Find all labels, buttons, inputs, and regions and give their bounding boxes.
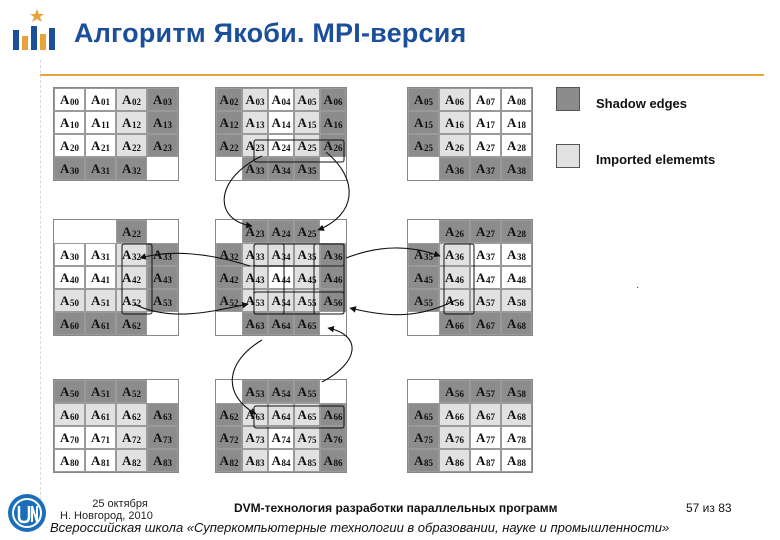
matrix-element: A 60 [54,312,85,335]
matrix-element: A 38 [501,243,532,266]
footer-date: 25 октября [92,498,148,510]
matrix-element: A 67 [470,403,501,426]
empty-cell [408,380,439,403]
imported-legend-label: Imported elememts [596,152,716,167]
matrix-element: A 62 [216,403,242,426]
empty-cell [320,220,346,243]
matrix-element: A 81 [85,449,116,472]
empty-cell [216,312,242,335]
matrix-element: A 36 [439,157,470,180]
matrix-element: A 75 [294,426,320,449]
matrix-element: A 08 [501,88,532,111]
matrix-element: A 27 [470,220,501,243]
matrix-element: A 48 [501,266,532,289]
matrix-element: A 06 [439,88,470,111]
matrix-element: A 22 [216,134,242,157]
matrix-element: A 82 [216,449,242,472]
block-2-1 [216,380,346,472]
matrix-element: A 18 [501,111,532,134]
matrix-element: A 63 [242,403,268,426]
imported-swatch [556,144,580,168]
matrix-element: A 56 [439,380,470,403]
matrix-element: A 58 [501,380,532,403]
empty-cell [216,220,242,243]
footer-course-title: DVM-технология разработки параллельных программ [234,501,558,515]
matrix-element: A 57 [470,380,501,403]
matrix-element: A 66 [439,403,470,426]
matrix-element: A 68 [501,403,532,426]
left-guide-line [40,60,41,520]
matrix-element: A 52 [216,289,242,312]
matrix-element: A 35 [294,157,320,180]
matrix-element: A 05 [408,88,439,111]
matrix-element: A 07 [470,88,501,111]
matrix-element: A 33 [242,243,268,266]
matrix-element: A 68 [501,312,532,335]
matrix-element: A 11 [85,111,116,134]
matrix-element: A 80 [54,449,85,472]
arrow-down-right [322,328,352,382]
matrix-element: A 27 [470,134,501,157]
matrix-element: A 65 [408,403,439,426]
matrix-element: A 85 [408,449,439,472]
matrix-element: A 72 [216,426,242,449]
matrix-element: A 60 [54,403,85,426]
matrix-element: A 76 [439,426,470,449]
matrix-element: A 32 [116,157,147,180]
shadow-swatch [556,87,580,111]
matrix-element: A 24 [268,134,294,157]
matrix-element: A 36 [320,243,346,266]
matrix-element: A 75 [408,426,439,449]
empty-cell [408,220,439,243]
empty-cell [147,220,178,243]
matrix-element: A 24 [268,220,294,243]
matrix-element: A 34 [268,243,294,266]
empty-cell [216,380,242,403]
matrix-element: A 47 [470,266,501,289]
matrix-element: A 45 [408,266,439,289]
matrix-element: A 26 [439,220,470,243]
matrix-element: A 41 [85,266,116,289]
matrix-element: A 46 [439,266,470,289]
matrix-element: A 43 [147,266,178,289]
empty-cell [408,312,439,335]
matrix-element: A 50 [54,380,85,403]
matrix-element: A 35 [294,243,320,266]
matrix-element: A 31 [85,157,116,180]
matrix-element: A 33 [242,157,268,180]
matrix-element: A 43 [242,266,268,289]
matrix-element: A 53 [147,289,178,312]
matrix-element: A 85 [294,449,320,472]
matrix-element: A 55 [408,289,439,312]
matrix-element: A 84 [268,449,294,472]
matrix-element: A 01 [85,88,116,111]
empty-cell [54,220,85,243]
matrix-element: A 62 [116,403,147,426]
matrix-element: A 13 [242,111,268,134]
matrix-element: A 42 [116,266,147,289]
matrix-element: A 15 [408,111,439,134]
footer-school-name: Всероссийская школа «Суперкомпьютерные технологии в образовании, науке и промышленности» [50,520,670,535]
matrix-element: A 00 [54,88,85,111]
matrix-element: A 20 [54,134,85,157]
matrix-element: A 51 [85,289,116,312]
university-logo [10,8,64,54]
empty-cell [147,380,178,403]
matrix-element: A 28 [501,220,532,243]
matrix-element: A 73 [242,426,268,449]
matrix-element: A 78 [501,426,532,449]
matrix-element: A 03 [147,88,178,111]
matrix-element: A 04 [268,88,294,111]
matrix-element: A 56 [439,289,470,312]
matrix-element: A 83 [242,449,268,472]
matrix-element: A 70 [54,426,85,449]
block-0-1 [216,88,346,180]
matrix-element: A 57 [470,289,501,312]
matrix-element: A 44 [268,266,294,289]
matrix-element: A 23 [242,220,268,243]
block-0-0 [54,88,178,180]
matrix-element: A 52 [116,380,147,403]
matrix-element: A 10 [54,111,85,134]
matrix-element: A 62 [116,312,147,335]
block-2-0 [54,380,178,472]
page-number: 57 из 83 [686,501,732,515]
matrix-element: A 83 [147,449,178,472]
matrix-element: A 14 [268,111,294,134]
matrix-element: A 66 [439,312,470,335]
matrix-element: A 34 [268,157,294,180]
matrix-element: A 61 [85,312,116,335]
matrix-element: A 31 [85,243,116,266]
matrix-element: A 74 [268,426,294,449]
matrix-element: A 65 [294,312,320,335]
unn-logo-icon [6,492,48,534]
empty-cell [320,312,346,335]
matrix-element: A 45 [294,266,320,289]
matrix-element: A 87 [470,449,501,472]
matrix-element: A 26 [439,134,470,157]
matrix-element: A 12 [216,111,242,134]
footer-city: Н. Новгород, 2010 [60,510,153,522]
matrix-element: A 22 [116,134,147,157]
matrix-element: A 17 [470,111,501,134]
matrix-element: A 02 [216,88,242,111]
matrix-element: A 37 [470,243,501,266]
block-2-2 [408,380,532,472]
block-1-0 [54,220,178,335]
matrix-element: A 76 [320,426,346,449]
matrix-element: A 52 [116,289,147,312]
matrix-element: A 50 [54,289,85,312]
matrix-element: A 53 [242,289,268,312]
empty-cell [147,157,178,180]
block-1-1 [216,220,346,335]
matrix-element: A 86 [320,449,346,472]
matrix-element: A 37 [470,157,501,180]
matrix-element: A 46 [320,266,346,289]
slide-title: Алгоритм Якоби. MPI-версия [74,18,467,48]
matrix-element: A 71 [85,426,116,449]
matrix-element: A 63 [242,312,268,335]
matrix-element: A 25 [294,220,320,243]
matrix-element: A 16 [439,111,470,134]
block-0-2 [408,88,532,180]
matrix-element: A 58 [501,289,532,312]
matrix-element: A 22 [116,220,147,243]
empty-cell [408,157,439,180]
matrix-element: A 73 [147,426,178,449]
empty-cell [216,157,242,180]
matrix-element: A 32 [116,243,147,266]
stray-dot: · [636,282,640,293]
block-1-2 [408,220,532,335]
matrix-element: A 56 [320,289,346,312]
matrix-element: A 82 [116,449,147,472]
matrix-element: A 54 [268,380,294,403]
empty-cell [320,157,346,180]
matrix-element: A 77 [470,426,501,449]
empty-cell [85,220,116,243]
title-rule [40,74,764,76]
matrix-element: A 54 [268,289,294,312]
matrix-element: A 13 [147,111,178,134]
matrix-element: A 63 [147,403,178,426]
matrix-element: A 32 [216,243,242,266]
matrix-element: A 55 [294,289,320,312]
matrix-element: A 06 [320,88,346,111]
matrix-element: A 30 [54,243,85,266]
matrix-element: A 66 [320,403,346,426]
matrix-element: A 05 [294,88,320,111]
matrix-element: A 23 [147,134,178,157]
matrix-element: A 15 [294,111,320,134]
matrix-element: A 61 [85,403,116,426]
matrix-element: A 16 [320,111,346,134]
matrix-element: A 42 [216,266,242,289]
shadow-legend-label: Shadow edges [596,96,688,111]
matrix-element: A 25 [408,134,439,157]
matrix-element: A 51 [85,380,116,403]
matrix-element: A 02 [116,88,147,111]
matrix-element: A 64 [268,403,294,426]
matrix-element: A 21 [85,134,116,157]
matrix-element: A 36 [439,243,470,266]
matrix-element: A 53 [242,380,268,403]
matrix-element: A 72 [116,426,147,449]
matrix-element: A 86 [439,449,470,472]
matrix-element: A 30 [54,157,85,180]
matrix-element: A 55 [294,380,320,403]
empty-cell [320,380,346,403]
matrix-element: A 67 [470,312,501,335]
matrix-element: A 38 [501,157,532,180]
empty-cell [147,312,178,335]
matrix-element: A 64 [268,312,294,335]
matrix-element: A 88 [501,449,532,472]
matrix-element: A 25 [294,134,320,157]
matrix-element: A 28 [501,134,532,157]
matrix-element: A 26 [320,134,346,157]
matrix-element: A 40 [54,266,85,289]
matrix-element: A 35 [408,243,439,266]
matrix-element: A 03 [242,88,268,111]
matrix-element: A 23 [242,134,268,157]
matrix-element: A 33 [147,243,178,266]
matrix-element: A 12 [116,111,147,134]
matrix-element: A 65 [294,403,320,426]
